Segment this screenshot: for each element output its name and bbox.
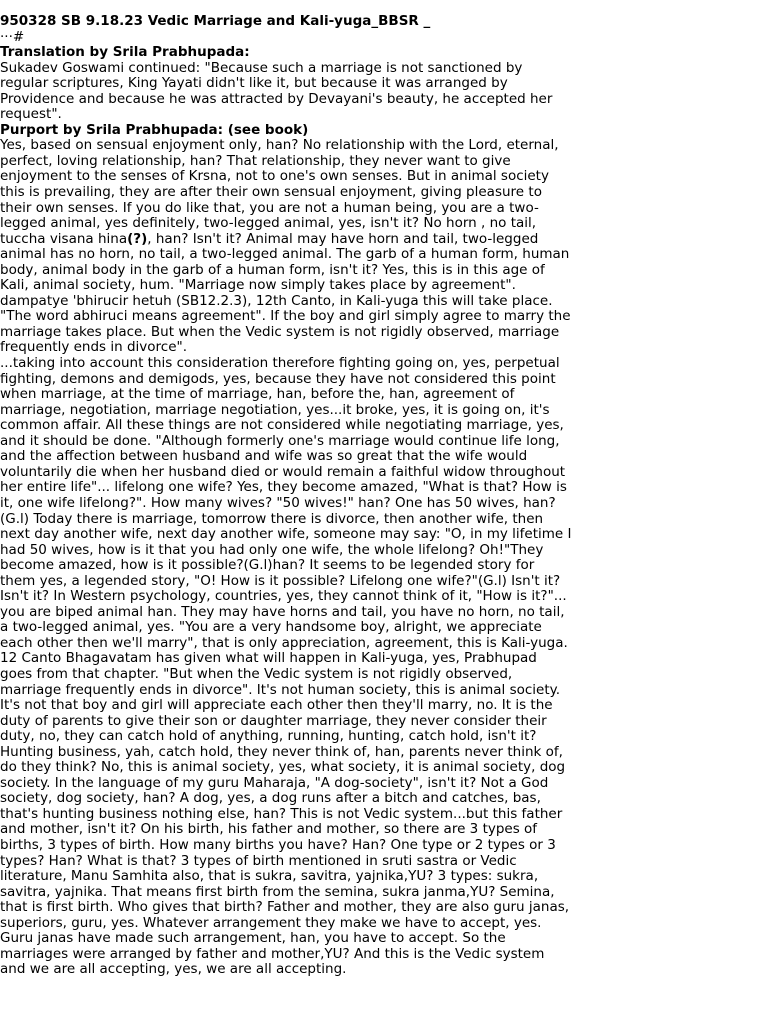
purport-paragraph-1-start: Yes, based on sensual enjoyment only, han? No relationship with the Lord, eternal, perfect, loving relationship, han? That relationship, they never want to give enjoyment to the senses of Krsna, not to one's own senses. But in animal society this is prevailing, they are after their own sensual enjoyment, giving pleasure to their own senses. If you do like that, you are not a human being, you are a two-legged animal, yes definitely, two-legged animal, yes, isn't it? No horn , no tail, tuccha visana hina: [0, 137, 559, 247]
document-subtitle: ···#: [0, 28, 25, 45]
translation-heading: Translation by Srila Prabhupada:: [0, 44, 250, 61]
uncertain-word-marker: (?): [127, 230, 148, 247]
purport-paragraph-1: [0, 138, 572, 356]
translation-text: Sukadev Goswami continued: "Because such a marriage is not sanctioned by regular scriptures, King Yayati didn't like it, but because it was arranged by Providence and because he was attracted by Devayani's beauty, he accepted her request".: [0, 59, 553, 123]
document-title: 950328 SB 9.18.23 Vedic Marriage and Kali-yuga_BBSR _: [0, 13, 431, 29]
purport-paragraph-2: ...taking into account this consideration therefore fighting going on, yes, perpetual fighting, demons and demigods, yes, because they have not considered this point when marriage, at the time of marriage, han, before the, han, agreement of marriage, negotiation, marriage negotiation, yes...it broke, yes, it is going on, it's common affair. All these things are not considered while negotiating marriage, yes, and it should be done. "Although formerly one's marriage would continue life long, and the affection between husband and wife was so great that the wife would voluntarily die when her husband died or would remain a faithful widow throughout her entire life"... lifelong one wife? Yes, they become amazed, "What is that? How is it, one wife lifelong?". How many wives? "50 wives!" han? One has 50 wives, han?(G.l) Today there is marriage, tomorrow there is divorce, then another wife, then next day another wife, next day another wife, someone may say: "O, in my lifetime I had 50 wives, how is it that you had only one wife, the whole lifelong? Oh!"They become amazed, how is it possible?(G.l)han? It seems to be legended story for them yes, a legended story, "O! How is it possible? Lifelong one wife?"(G.l) Isn't it? Isn't it? In Western psychology, countries, yes, they cannot think of it, "How is it?"... you are biped animal han. They may have horns and tail, you have no horn, no tail, a two-legged animal, yes. "You are a very handsome boy, alright, we appreciate each other then we'll marry", that is only appreciation, agreement, this is Kali-yuga. 12 Canto Bhagavatam has given what will happen in Kali-yuga, yes, Prabhupad goes from that chapter. "But when the Vedic system is not rigidly observed, marriage frequently ends in divorce". It's not human society, this is animal society. It's not that boy and girl will appreciate each other then they'll marry, no. It is the duty of parents to give their son or daughter marriage, they never consider their duty, no, they can catch hold of anything, running, hunting, catch hold, isn't it? Hunting business, yah, catch hold, they never think of, han, parents never think of, do they think? No, this is animal society, yes, what society, it is animal society, dog society. In the language of my guru Maharaja, "A dog-society", isn't it? Not a God society, dog society, han? A dog, yes, a dog runs after a bitch and catches, bas, that's hunting business nothing else, han? This is not Vedic system...but this father and mother, isn't it? On his birth, his father and mother, so there are 3 types of births, 3 types of birth. How many births you have? Han? One type or 2 types or 3 types? Han? What is that? 3 types of birth mentioned in sruti sastra or Vedic literature, Manu Samhita also, that is sukra, savitra, yajnika,YU? 3 types: sukra, savitra, yajnika. That means first birth from the semina, sukra janma,YU? Semina, that is first birth. Who gives that birth? Father and mother, they are also guru janas, superiors, guru, yes. Whatever arrangement they make we have to accept, yes. Guru janas have made such arrangement, han, you have to accept. So the marriages were arranged by father and mother,YU? And this is the Vedic system and we are all accepting, yes, we are all accepting.: [0, 355, 572, 978]
purport-heading: Purport by Srila Prabhupada: (see book): [0, 121, 309, 138]
purport-paragraph-1-end: , han? Isn't it? Animal may have horn and tail, two-legged animal has no horn, no tail, a two-legged animal. The garb of a human form, human body, animal body in the garb of a human form, isn't it? Yes, this is in this age of Kali, animal society, hum. "Marriage now simply takes place by agreement". dampatye 'bhirucir hetuh (SB12.2.3), 12th Canto, in Kali-yuga this will take place. "The word abhiruci means agreement". If the boy and girl simply agree to marry the marriage takes place. But when the Vedic system is not rigidly observed, marriage frequently ends in divorce".: [0, 230, 571, 356]
